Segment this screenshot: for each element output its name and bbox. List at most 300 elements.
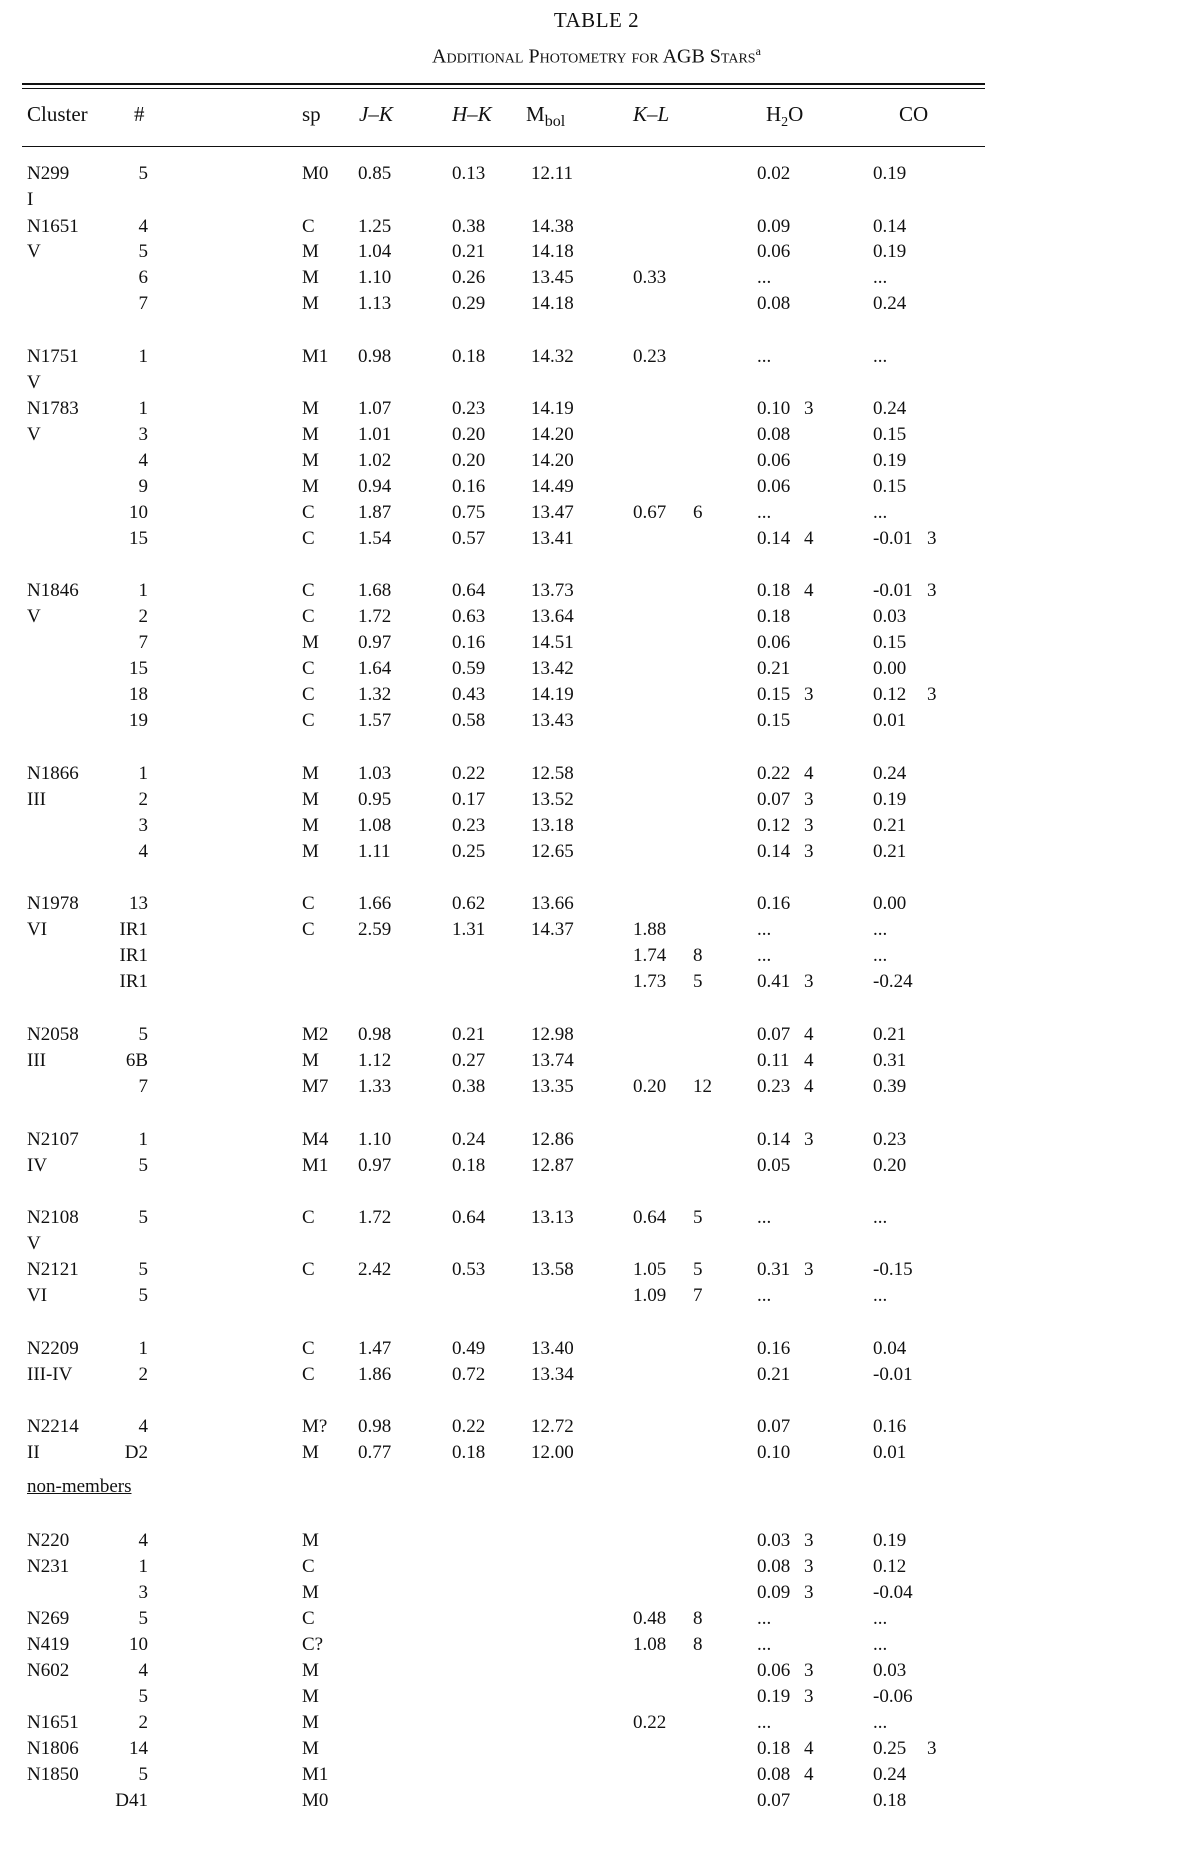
j-k-cell: 1.57 (358, 710, 392, 731)
j-k-cell: 0.77 (358, 1442, 392, 1463)
spectral-type-cell: C (302, 1364, 315, 1385)
cluster-cell: III-IV (27, 1364, 73, 1385)
star-number-cell: 5 (138, 1155, 148, 1176)
co-cell: 0.21 (873, 815, 907, 836)
h2o-cell: 0.06 (757, 476, 791, 497)
mbol-cell: 14.49 (531, 476, 574, 497)
h2o-cell: ... (757, 1634, 772, 1655)
star-number-cell: IR1 (119, 919, 148, 940)
h2o-cell: 0.06 (757, 450, 791, 471)
spectral-type-cell: M (302, 450, 319, 471)
spectral-type-cell: M2 (302, 1024, 329, 1045)
cluster-cell: N602 (27, 1660, 70, 1681)
j-k-cell: 1.25 (358, 216, 392, 237)
h2o-note-cell: 4 (804, 1024, 814, 1045)
mbol-cell: 12.00 (531, 1442, 574, 1463)
mbol-cell: 13.58 (531, 1259, 574, 1280)
j-k-cell: 1.04 (358, 241, 392, 262)
co-cell: 0.25 (873, 1738, 907, 1759)
co-cell: 0.23 (873, 1129, 907, 1150)
co-cell: 0.15 (873, 424, 907, 445)
h2o-cell: 0.07 (757, 789, 791, 810)
co-cell: 0.15 (873, 476, 907, 497)
spectral-type-cell: M? (302, 1416, 328, 1437)
mbol-cell: 13.40 (531, 1338, 574, 1359)
spectral-type-cell: M4 (302, 1129, 329, 1150)
spectral-type-cell: M (302, 398, 319, 419)
co-cell: 0.39 (873, 1076, 907, 1097)
h-k-cell: 0.62 (452, 893, 486, 914)
mbol-cell: 12.98 (531, 1024, 574, 1045)
co-cell: ... (873, 267, 888, 288)
co-cell: 0.24 (873, 763, 907, 784)
h2o-cell: 0.18 (757, 606, 791, 627)
co-cell: -0.06 (873, 1686, 913, 1707)
j-k-cell: 1.86 (358, 1364, 392, 1385)
spectral-type-cell: C (302, 684, 315, 705)
co-cell: ... (873, 1207, 888, 1228)
star-number-cell: 2 (138, 1712, 148, 1733)
spectral-type-cell: C (302, 1556, 315, 1577)
k-l-cell: 1.73 (633, 971, 667, 992)
spectral-type-cell: C (302, 1338, 315, 1359)
star-number-cell: 1 (138, 1556, 148, 1577)
mbol-cell: 14.32 (531, 346, 574, 367)
star-number-cell: 5 (138, 163, 148, 184)
j-k-cell: 1.12 (358, 1050, 392, 1071)
star-number-cell: 4 (138, 450, 148, 471)
spectral-type-cell: C (302, 216, 315, 237)
top-rule-1 (22, 83, 985, 85)
mbol-cell: 14.51 (531, 632, 574, 653)
star-number-cell: 1 (138, 346, 148, 367)
h2o-cell: 0.14 (757, 841, 791, 862)
j-k-cell: 2.42 (358, 1259, 392, 1280)
table-subtitle-text: Additional Photometry for AGB Stars (432, 45, 756, 68)
spectral-type-cell: M (302, 815, 319, 836)
spectral-type-cell: M (302, 789, 319, 810)
cluster-cell: N2209 (27, 1338, 79, 1359)
k-l-cell: 0.33 (633, 267, 667, 288)
mbol-cell: 14.18 (531, 241, 574, 262)
mbol-cell: 13.35 (531, 1076, 574, 1097)
star-number-cell: IR1 (119, 971, 148, 992)
spectral-type-cell: M (302, 1660, 319, 1681)
star-number-cell: 2 (138, 1364, 148, 1385)
h-k-cell: 0.13 (452, 163, 486, 184)
h2o-note-cell: 3 (804, 815, 814, 836)
star-number-cell: 18 (129, 684, 148, 705)
star-number-cell: 5 (138, 1024, 148, 1045)
h-k-cell: 0.64 (452, 580, 486, 601)
header-mbol-base: M (526, 102, 545, 126)
co-cell: -0.15 (873, 1259, 913, 1280)
cluster-cell: N2058 (27, 1024, 79, 1045)
co-cell: 0.18 (873, 1790, 907, 1811)
h2o-cell: 0.19 (757, 1686, 791, 1707)
h2o-cell: 0.15 (757, 684, 791, 705)
k-l-note-cell: 8 (693, 1634, 703, 1655)
mbol-cell: 13.13 (531, 1207, 574, 1228)
cluster-cell: N1651 (27, 216, 79, 237)
h2o-note-cell: 3 (804, 1582, 814, 1603)
h-k-cell: 0.16 (452, 632, 486, 653)
h2o-cell: ... (757, 346, 772, 367)
co-cell: 0.12 (873, 1556, 907, 1577)
header-mbol (526, 103, 565, 133)
table-subtitle (0, 44, 1193, 69)
star-number-cell: 4 (138, 1416, 148, 1437)
h2o-cell: 0.31 (757, 1259, 791, 1280)
co-cell: -0.04 (873, 1582, 913, 1603)
star-number-cell: 15 (129, 528, 148, 549)
spectral-type-cell: C (302, 658, 315, 679)
co-cell: ... (873, 346, 888, 367)
co-cell: 0.15 (873, 632, 907, 653)
co-cell: -0.01 (873, 528, 913, 549)
co-cell: 0.03 (873, 1660, 907, 1681)
co-note-cell: 3 (927, 1738, 937, 1759)
star-number-cell: 6B (125, 1050, 148, 1071)
h2o-cell: 0.06 (757, 1660, 791, 1681)
spectral-type-cell: M (302, 1530, 319, 1551)
h2o-cell: 0.06 (757, 632, 791, 653)
h2o-cell: ... (757, 919, 772, 940)
star-number-cell: 9 (138, 476, 148, 497)
h2o-note-cell: 4 (804, 580, 814, 601)
h-k-cell: 0.20 (452, 424, 486, 445)
spectral-type-cell: M0 (302, 1790, 329, 1811)
spectral-type-cell: M (302, 293, 319, 314)
j-k-cell: 1.02 (358, 450, 392, 471)
mbol-cell: 13.45 (531, 267, 574, 288)
k-l-cell: 0.67 (633, 502, 667, 523)
j-k-cell: 0.98 (358, 1024, 392, 1045)
h2o-note-cell: 3 (804, 398, 814, 419)
star-number-cell: 4 (138, 1530, 148, 1551)
cluster-cell: V (27, 372, 41, 393)
j-k-cell: 0.98 (358, 1416, 392, 1437)
co-cell: 0.01 (873, 1442, 907, 1463)
cluster-cell: N231 (27, 1556, 70, 1577)
j-k-cell: 1.13 (358, 293, 392, 314)
k-l-cell: 0.22 (633, 1712, 667, 1733)
star-number-cell: 6 (138, 267, 148, 288)
j-k-cell: 1.87 (358, 502, 392, 523)
k-l-note-cell: 5 (693, 971, 703, 992)
mbol-cell: 13.64 (531, 606, 574, 627)
cluster-cell: VI (27, 919, 48, 940)
header-mbol-sub: bol (544, 113, 566, 131)
h-k-cell: 0.18 (452, 346, 486, 367)
spectral-type-cell: M (302, 1050, 319, 1071)
h2o-cell: 0.18 (757, 1738, 791, 1759)
star-number-cell: 5 (138, 1207, 148, 1228)
mbol-cell: 12.72 (531, 1416, 574, 1437)
spectral-type-cell: M (302, 476, 319, 497)
star-number-cell: 1 (138, 398, 148, 419)
mbol-cell: 13.47 (531, 502, 574, 523)
spectral-type-cell: C (302, 710, 315, 731)
cluster-cell: N1806 (27, 1738, 79, 1759)
co-cell: 0.24 (873, 293, 907, 314)
header-co: CO (899, 102, 929, 126)
mbol-cell: 12.87 (531, 1155, 574, 1176)
mbol-cell: 14.20 (531, 424, 574, 445)
h2o-cell: 0.07 (757, 1790, 791, 1811)
h2o-cell: ... (757, 1608, 772, 1629)
section-nonmembers: non-members (27, 1476, 132, 1497)
cluster-cell: N2107 (27, 1129, 79, 1150)
h-k-cell: 0.18 (452, 1155, 486, 1176)
co-cell: 0.01 (873, 710, 907, 731)
h2o-cell: 0.10 (757, 1442, 791, 1463)
star-number-cell: 3 (138, 1582, 148, 1603)
h2o-cell: 0.21 (757, 658, 791, 679)
j-k-cell: 1.47 (358, 1338, 392, 1359)
h2o-cell: 0.08 (757, 1764, 791, 1785)
header-h2o-sub: 2 (781, 115, 789, 131)
h2o-cell: ... (757, 1285, 772, 1306)
star-number-cell: 4 (138, 841, 148, 862)
j-k-cell: 0.97 (358, 1155, 392, 1176)
co-cell: 0.14 (873, 216, 907, 237)
h2o-cell: 0.05 (757, 1155, 791, 1176)
spectral-type-cell: M (302, 1582, 319, 1603)
co-cell: ... (873, 1285, 888, 1306)
cluster-cell: N220 (27, 1530, 70, 1551)
cluster-cell: N419 (27, 1634, 70, 1655)
spectral-type-cell: M (302, 841, 319, 862)
mbol-cell: 14.37 (531, 919, 574, 940)
cluster-cell: III (27, 789, 46, 810)
k-l-cell: 0.20 (633, 1076, 667, 1097)
h2o-cell: 0.03 (757, 1530, 791, 1551)
h-k-cell: 0.29 (452, 293, 486, 314)
spectral-type-cell: C (302, 893, 315, 914)
mbol-cell: 14.20 (531, 450, 574, 471)
h-k-cell: 0.23 (452, 815, 486, 836)
h2o-cell: ... (757, 502, 772, 523)
cluster-cell: V (27, 1233, 41, 1254)
k-l-cell: 1.09 (633, 1285, 667, 1306)
h2o-note-cell: 3 (804, 1686, 814, 1707)
mbol-cell: 12.58 (531, 763, 574, 784)
mbol-cell: 12.65 (531, 841, 574, 862)
spectral-type-cell: M (302, 1712, 319, 1733)
star-number-cell: 5 (138, 241, 148, 262)
spectral-type-cell: M (302, 241, 319, 262)
h-k-cell: 0.22 (452, 763, 486, 784)
star-number-cell: 14 (129, 1738, 148, 1759)
spectral-type-cell: C (302, 528, 315, 549)
h-k-cell: 0.49 (452, 1338, 486, 1359)
star-number-cell: 5 (138, 1285, 148, 1306)
co-cell: 0.20 (873, 1155, 907, 1176)
cluster-cell: N1751 (27, 346, 79, 367)
k-l-note-cell: 5 (693, 1207, 703, 1228)
star-number-cell: 5 (138, 1686, 148, 1707)
h2o-note-cell: 3 (804, 1556, 814, 1577)
h2o-cell: 0.07 (757, 1416, 791, 1437)
j-k-cell: 1.33 (358, 1076, 392, 1097)
star-number-cell: 7 (138, 293, 148, 314)
spectral-type-cell: M (302, 424, 319, 445)
cluster-cell: N2214 (27, 1416, 79, 1437)
star-number-cell: D41 (115, 1790, 148, 1811)
h-k-cell: 0.38 (452, 1076, 486, 1097)
h2o-note-cell: 3 (804, 789, 814, 810)
co-cell: 0.21 (873, 841, 907, 862)
h-k-cell: 0.57 (452, 528, 486, 549)
co-cell: -0.24 (873, 971, 913, 992)
h2o-note-cell: 3 (804, 684, 814, 705)
h2o-cell: 0.07 (757, 1024, 791, 1045)
spectral-type-cell: M7 (302, 1076, 329, 1097)
h2o-cell: 0.16 (757, 893, 791, 914)
cluster-cell: IV (27, 1155, 48, 1176)
co-note-cell: 3 (927, 580, 937, 601)
h2o-cell: 0.10 (757, 398, 791, 419)
header-rule (22, 146, 985, 147)
header-h2o (766, 103, 803, 134)
h2o-cell: 0.06 (757, 241, 791, 262)
spectral-type-cell: M (302, 1442, 319, 1463)
h2o-cell: ... (757, 1207, 772, 1228)
co-cell: 0.12 (873, 684, 907, 705)
h2o-cell: 0.41 (757, 971, 791, 992)
co-cell: 0.00 (873, 658, 907, 679)
cluster-cell: VI (27, 1285, 48, 1306)
co-cell: ... (873, 1712, 888, 1733)
spectral-type-cell: M1 (302, 346, 329, 367)
j-k-cell: 1.01 (358, 424, 392, 445)
h-k-cell: 0.18 (452, 1442, 486, 1463)
h2o-note-cell: 3 (804, 1530, 814, 1551)
h2o-cell: 0.18 (757, 580, 791, 601)
h-k-cell: 0.20 (452, 450, 486, 471)
k-l-cell: 1.05 (633, 1259, 667, 1280)
spectral-type-cell: M (302, 1738, 319, 1759)
mbol-cell: 14.19 (531, 398, 574, 419)
spectral-type-cell: C (302, 606, 315, 627)
co-cell: 0.19 (873, 241, 907, 262)
h2o-note-cell: 3 (804, 1660, 814, 1681)
mbol-cell: 12.86 (531, 1129, 574, 1150)
mbol-cell: 14.18 (531, 293, 574, 314)
header-kl: K–L (633, 102, 670, 126)
spectral-type-cell: C (302, 580, 315, 601)
h-k-cell: 0.59 (452, 658, 486, 679)
table-subtitle-note: a (755, 44, 761, 58)
h-k-cell: 1.31 (452, 919, 486, 940)
j-k-cell: 1.68 (358, 580, 392, 601)
h-k-cell: 0.21 (452, 241, 486, 262)
cluster-cell: N1651 (27, 1712, 79, 1733)
co-cell: 0.19 (873, 450, 907, 471)
j-k-cell: 0.95 (358, 789, 392, 810)
k-l-cell: 1.08 (633, 1634, 667, 1655)
mbol-cell: 14.38 (531, 216, 574, 237)
cluster-cell: N269 (27, 1608, 70, 1629)
h-k-cell: 0.63 (452, 606, 486, 627)
k-l-cell: 0.23 (633, 346, 667, 367)
star-number-cell: 5 (138, 1764, 148, 1785)
star-number-cell: 1 (138, 1129, 148, 1150)
h2o-cell: 0.08 (757, 293, 791, 314)
co-cell: 0.03 (873, 606, 907, 627)
spectral-type-cell: M1 (302, 1155, 329, 1176)
h2o-cell: 0.11 (757, 1050, 790, 1071)
h-k-cell: 0.23 (452, 398, 486, 419)
h2o-note-cell: 3 (804, 1129, 814, 1150)
h-k-cell: 0.75 (452, 502, 486, 523)
spectral-type-cell: C (302, 1207, 315, 1228)
star-number-cell: 2 (138, 789, 148, 810)
star-number-cell: 2 (138, 606, 148, 627)
star-number-cell: 1 (138, 1338, 148, 1359)
h-k-cell: 0.43 (452, 684, 486, 705)
spectral-type-cell: M (302, 267, 319, 288)
spectral-type-cell: M (302, 1686, 319, 1707)
h2o-note-cell: 4 (804, 1764, 814, 1785)
j-k-cell: 1.72 (358, 1207, 392, 1228)
j-k-cell: 1.54 (358, 528, 392, 549)
mbol-cell: 13.52 (531, 789, 574, 810)
cluster-cell: III (27, 1050, 46, 1071)
h2o-cell: 0.15 (757, 710, 791, 731)
mbol-cell: 13.73 (531, 580, 574, 601)
j-k-cell: 1.08 (358, 815, 392, 836)
h2o-cell: 0.09 (757, 1582, 791, 1603)
j-k-cell: 1.64 (358, 658, 392, 679)
co-cell: 0.31 (873, 1050, 907, 1071)
h2o-note-cell: 4 (804, 763, 814, 784)
h-k-cell: 0.26 (452, 267, 486, 288)
h2o-cell: 0.08 (757, 424, 791, 445)
mbol-cell: 13.34 (531, 1364, 574, 1385)
cluster-cell: N1783 (27, 398, 79, 419)
cluster-cell: N2108 (27, 1207, 79, 1228)
h-k-cell: 0.21 (452, 1024, 486, 1045)
header-num: # (134, 102, 145, 126)
h-k-cell: 0.25 (452, 841, 486, 862)
co-cell: 0.19 (873, 1530, 907, 1551)
mbol-cell: 13.18 (531, 815, 574, 836)
co-cell: ... (873, 1634, 888, 1655)
k-l-cell: 0.48 (633, 1608, 667, 1629)
h-k-cell: 0.58 (452, 710, 486, 731)
h2o-note-cell: 4 (804, 1076, 814, 1097)
star-number-cell: IR1 (119, 945, 148, 966)
star-number-cell: 4 (138, 1660, 148, 1681)
h2o-cell: 0.09 (757, 216, 791, 237)
star-number-cell: 13 (129, 893, 148, 914)
spectral-type-cell: C? (302, 1634, 324, 1655)
cluster-cell: N1866 (27, 763, 79, 784)
k-l-note-cell: 5 (693, 1259, 703, 1280)
header-h2o-end: O (788, 102, 804, 126)
header-jk: J–K (359, 102, 393, 126)
h2o-cell: ... (757, 945, 772, 966)
cluster-cell: II (27, 1442, 40, 1463)
header-h2o-base: H (766, 102, 782, 126)
h-k-cell: 0.27 (452, 1050, 486, 1071)
mbol-cell: 13.43 (531, 710, 574, 731)
mbol-cell: 13.41 (531, 528, 574, 549)
star-number-cell: 7 (138, 1076, 148, 1097)
header-sp: sp (302, 102, 321, 126)
